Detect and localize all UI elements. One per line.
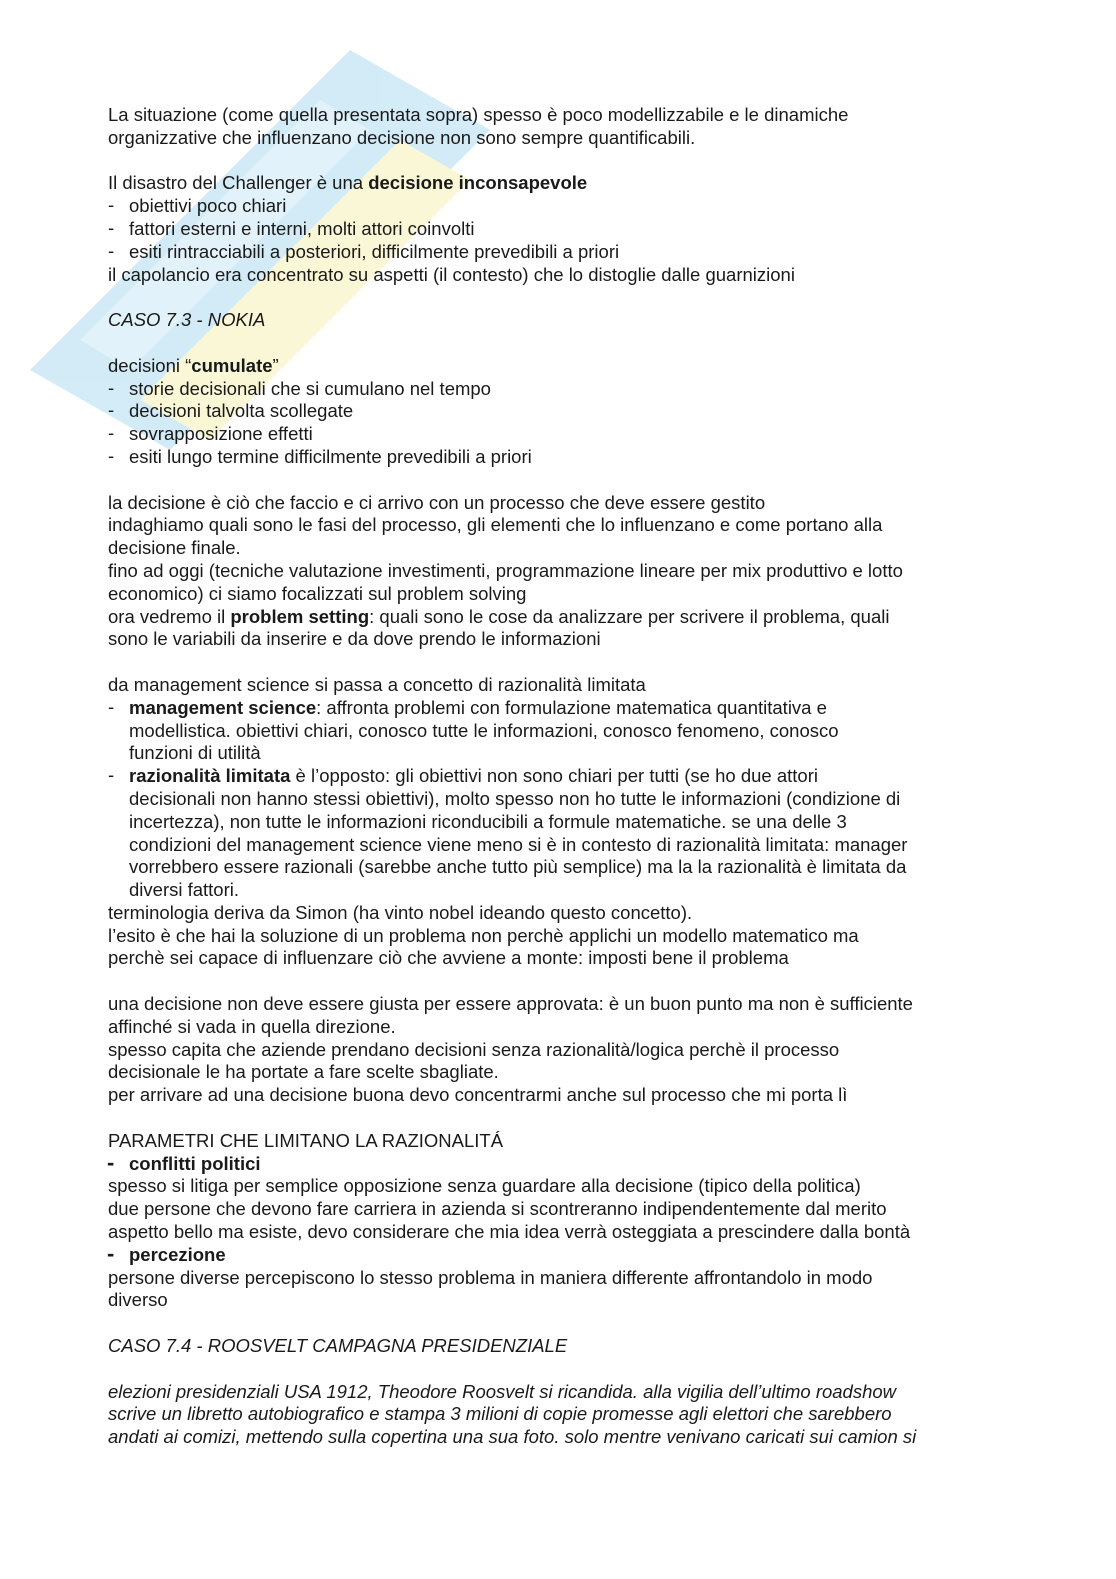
bold-term: razionalità limitata <box>129 765 291 787</box>
bullet-list <box>108 378 1028 469</box>
paragraph-line: indaghiamo quali sono le fasi del processo, gli elementi che lo influenzano e come portano alla <box>108 514 883 536</box>
paragraph-cumulate: decisioni “cumulate” <box>108 354 279 376</box>
bold-term: decisione inconsapevole <box>368 172 588 194</box>
list-item: - conflitti politici <box>108 1153 1028 1176</box>
bullet-list <box>108 195 1028 263</box>
paragraph-line: da management science si passa a concetto di razionalità limitata <box>108 673 646 695</box>
list-item-management-science: - management science: affronta problemi con formulazione matematica quantitativa e modellistica. obiettivi chiari, conosco tutte le informazioni, conosco fenomeno, conosco funzioni di utilità <box>108 697 1028 765</box>
list-item: - decisioni talvolta scollegate <box>108 400 1028 423</box>
paragraph-line: organizzative che influenzano decisione non sono sempre quantificabili. <box>108 126 696 148</box>
paragraph-line: per arrivare ad una decisione buona devo concentrarmi anche sul processo che mi porta lì <box>108 1084 848 1106</box>
paragraph-line: l’esito è che hai la soluzione di un problema non perchè applichi un modello matematico ma <box>108 924 859 946</box>
paragraph-line: elezioni presidenziali USA 1912, Theodore Roosvelt si ricandida. alla vigilia dell’ultimo roadshow <box>108 1380 897 1402</box>
bold-term: management science <box>129 696 317 718</box>
list-item: - obiettivi poco chiari <box>108 195 1028 218</box>
paragraph-line: decisionale le ha portate a fare scelte sbagliate. <box>108 1061 499 1083</box>
paragraph-line: decisione finale. <box>108 537 241 559</box>
paragraph-line: una decisione non deve essere giusta per essere approvata: è un buon punto ma non è sufficiente <box>108 993 913 1015</box>
paragraph-line: economico) ci siamo focalizzati sul problem solving <box>108 582 527 604</box>
bold-term: problem setting <box>230 605 370 627</box>
paragraph-line: aspetto bello ma esiste, devo considerare che mia idea verrà osteggiata a prescindere dalla bontà <box>108 1221 911 1243</box>
list-item: - esiti rintracciabili a posteriori, difficilmente prevedibili a priori <box>108 241 1028 264</box>
paragraph-line: terminologia deriva da Simon (ha vinto nobel ideando questo concetto). <box>108 901 693 923</box>
bullet-list <box>108 1153 1028 1176</box>
list-item: - esiti lungo termine difficilmente prevedibili a priori <box>108 446 1028 469</box>
case-heading: CASO 7.4 - ROOSVELT CAMPAGNA PRESIDENZIALE <box>108 1335 568 1357</box>
paragraph-line: persone diverse percepiscono lo stesso problema in maniera differente affrontandolo in modo <box>108 1266 873 1288</box>
paragraph-line: diverso <box>108 1289 168 1311</box>
list-item: - fattori esterni e interni, molti attori coinvolti <box>108 218 1028 241</box>
paragraph-line: affinché si vada in quella direzione. <box>108 1015 396 1037</box>
paragraph-line: la decisione è ciò che faccio e ci arrivo con un processo che deve essere gestito <box>108 491 766 513</box>
list-item: - storie decisionali che si cumulano nel tempo <box>108 378 1028 401</box>
document-page <box>108 104 1028 1449</box>
bullet-list <box>108 1244 1028 1267</box>
paragraph-challenger: Il disastro del Challenger è una decisione inconsapevole <box>108 172 588 194</box>
list-item: - sovrapposizione effetti <box>108 423 1028 446</box>
paragraph-line: il capolancio era concentrato su aspetti (il contesto) che lo distoglie dalle guarnizioni <box>108 263 795 285</box>
section-heading: PARAMETRI CHE LIMITANO LA RAZIONALITÁ <box>108 1129 504 1151</box>
paragraph-line: perchè sei capace di influenzare ciò che avviene a monte: imposti bene il problema <box>108 947 789 969</box>
paragraph-line: spesso capita che aziende prendano decisioni senza razionalità/logica perchè il processo <box>108 1038 840 1060</box>
bullet-list <box>108 697 1028 902</box>
paragraph-line: La situazione (come quella presentata sopra) spesso è poco modellizzabile e le dinamiche <box>108 104 849 125</box>
paragraph-line: due persone che devono fare carriera in azienda si scontreranno indipendentemente dal merito <box>108 1198 887 1220</box>
paragraph-line: sono le variabili da inserire e da dove prendo le informazioni <box>108 628 601 650</box>
paragraph-line: spesso si litiga per semplice opposizione senza guardare alla decisione (tipico della politica) <box>108 1175 861 1197</box>
list-item-razionalita-limitata: - razionalità limitata è l’opposto: gli obiettivi non sono chiari per tutti (se ho due attori decisionali non hanno stessi obiettivi), molto spesso non ho tutte le informazioni (condizione di incertezza), non tutte le informazioni riconducibili a formule matematiche. se una delle 3 condizioni del management science viene meno si è in contesto di razionalità limitata: manager vorrebbero essere razionali (sarebbe anche tutto più semplice) ma la la razionalità è limitata da diversi fattori. <box>108 765 1028 902</box>
paragraph-line: scrive un libretto autobiografico e stampa 3 milioni di copie promesse agli elettori che sarebbero <box>108 1403 892 1425</box>
bold-term: cumulate <box>191 354 273 376</box>
case-heading: CASO 7.3 - NOKIA <box>108 309 266 331</box>
list-item: - percezione <box>108 1244 1028 1267</box>
paragraph-line: fino ad oggi (tecniche valutazione investimenti, programmazione lineare per mix produttivo e lotto <box>108 559 903 581</box>
paragraph-problem-setting: ora vedremo il problem setting: quali sono le cose da analizzare per scrivere il problema, quali <box>108 605 890 627</box>
paragraph-line: andati ai comizi, mettendo sulla copertina una sua foto. solo mentre venivano caricati sui camion si <box>108 1426 917 1448</box>
